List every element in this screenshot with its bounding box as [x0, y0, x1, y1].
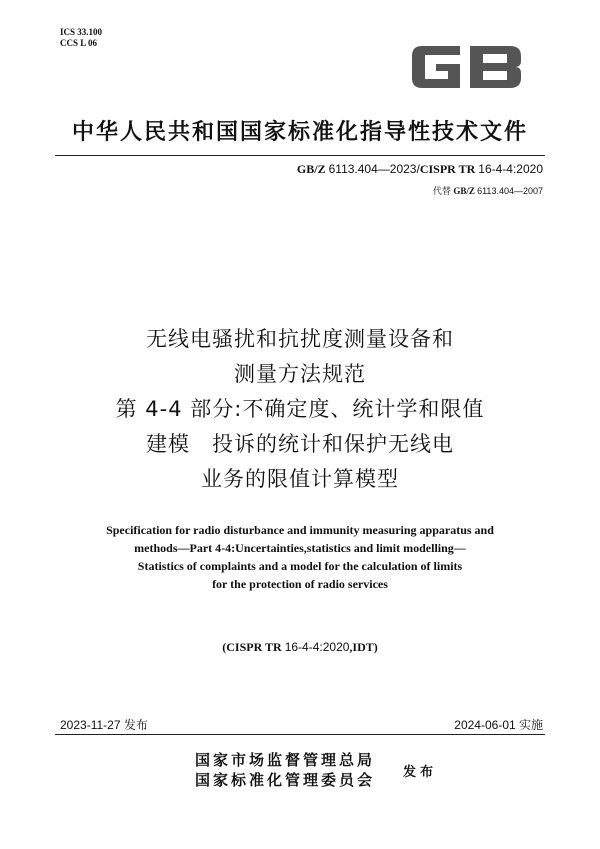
english-title-line: Statistics of complaints and a model for the calculation of limits — [137, 559, 463, 573]
equivalence-open: (CISPR TR — [222, 640, 285, 654]
issuing-authorities — [195, 750, 375, 790]
replaces-number: 6113.404—2007 — [477, 186, 543, 196]
replaces-prefix: GB/Z — [453, 186, 478, 196]
equivalence-close: ) — [373, 640, 378, 654]
chinese-title-line: 业务的限值计算模型 — [201, 467, 399, 491]
replaces-note — [433, 184, 543, 197]
english-title — [0, 521, 600, 593]
publish-label: 发布 — [403, 765, 438, 780]
gb-logo-b — [470, 46, 521, 88]
document-type-title: 中华人民共和国国家标准化指导性技术文件 — [71, 119, 528, 145]
standard-number-prefix: GB/Z — [296, 162, 329, 176]
english-title-line: for the protection of radio services — [212, 577, 388, 591]
replaces-label: 代替 — [432, 186, 454, 196]
chinese-title-line: 无线电骚扰和抗扰度测量设备和 — [146, 327, 454, 351]
english-title-line: Specification for radio disturbance and immunity measuring apparatus and — [106, 523, 494, 537]
issue-date: 2023-11-27 发布 — [60, 718, 148, 732]
equivalence-note — [0, 640, 600, 655]
standard-number-cispr: CISPR TR — [419, 162, 479, 176]
ccs-code: CCS L 06 — [60, 38, 98, 48]
chinese-title-line: 第 4-4 部分:不确定度、统计学和限值 — [115, 397, 485, 421]
issuer-sac: 国家标准化管理委员会 — [195, 771, 376, 789]
english-title-line: methods—Part 4-4:Uncertainties,statistics and limit modelling— — [134, 541, 466, 555]
chinese-title — [0, 322, 600, 497]
top-divider — [55, 155, 545, 156]
equivalence-number: 16-4-4:2020 — [284, 640, 350, 654]
chinese-title-line: 建模 投诉的统计和保护无线电 — [146, 432, 454, 456]
gb-logo-g — [412, 46, 460, 88]
implementation-date: 2024-06-01 实施 — [454, 718, 543, 732]
standard-number-suffix: 16-4-4:2020 — [478, 162, 543, 176]
standard-number-body: 6113.404—2023/ — [328, 162, 420, 176]
issuer-samr: 国家市场监督管理总局 — [195, 751, 376, 769]
gb-logo — [408, 38, 526, 96]
classification-codes — [60, 27, 102, 49]
bottom-divider — [55, 734, 545, 735]
standard-number — [297, 162, 543, 177]
equivalence-idt: ,IDT — [349, 640, 374, 654]
chinese-title-line: 测量方法规范 — [234, 362, 366, 386]
ics-code: ICS 33.100 — [60, 27, 103, 37]
